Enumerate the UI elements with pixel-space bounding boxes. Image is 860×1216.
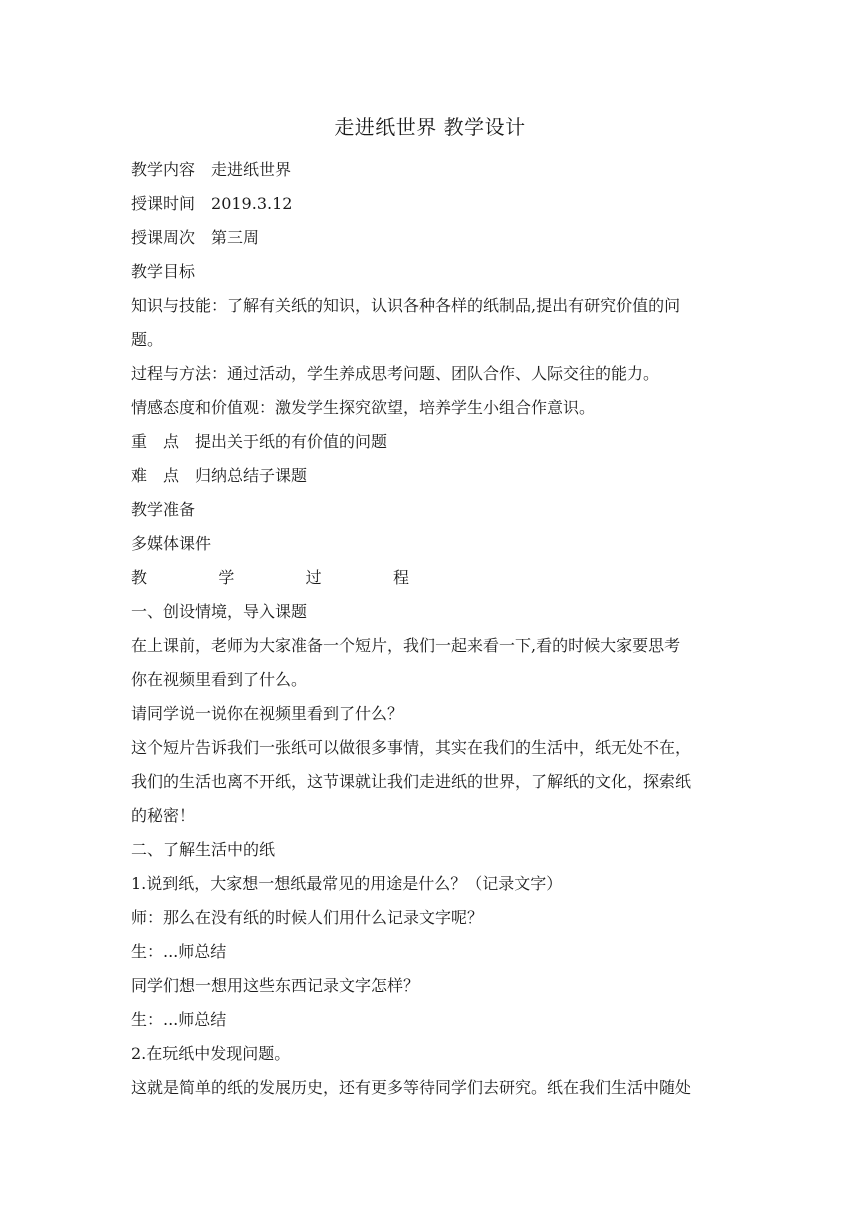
- process-char: 过: [305, 568, 322, 587]
- section1-heading: 一、创设情境，导入课题: [131, 602, 308, 621]
- section2-heading: 二、了解生活中的纸: [131, 840, 276, 859]
- key-point-row: [131, 425, 731, 459]
- prep-value: 多媒体课件: [131, 534, 212, 553]
- paragraph-line: 这就是简单的纸的发展历史，还有更多等待同学们去研究。纸在我们生活中随处: [131, 1078, 692, 1097]
- week-value: 第三周: [211, 228, 260, 247]
- paragraph-line: 这个短片告诉我们一张纸可以做很多事情，其实在我们的生活中，纸无处不在，: [131, 738, 692, 757]
- goal-process: 过程与方法：通过活动，学生养成思考问题、团队合作、人际交往的能力。: [131, 364, 660, 383]
- paragraph-line: 你在视频里看到了什么。: [131, 670, 308, 689]
- difficulty-label: 难 点: [131, 466, 180, 485]
- goal-emotion: 情感态度和价值观：激发学生探究欲望，培养学生小组合作意识。: [131, 398, 596, 417]
- time-value: 2019.3.12: [211, 194, 293, 213]
- key-point-label: 重 点: [131, 432, 180, 451]
- goal-knowledge-line-1: 知识与技能：了解有关纸的知识，认识各种各样的纸制品,提出有研究价值的问: [131, 296, 681, 315]
- paragraph-line: 2.在玩纸中发现问题。: [131, 1044, 291, 1063]
- content-row: [131, 153, 731, 187]
- paragraph-line: 1.说到纸，大家想一想纸最常见的用途是什么？（记录文字）: [131, 874, 563, 893]
- process-heading: [131, 561, 409, 595]
- paragraph-line: 在上课前，老师为大家准备一个短片，我们一起来看一下,看的时候大家要思考: [131, 636, 681, 655]
- difficulty-row: [131, 459, 731, 493]
- paragraph-line: 师：那么在没有纸的时候人们用什么记录文字呢？: [131, 908, 484, 927]
- process-char: 学: [218, 568, 235, 587]
- paragraph-line: 我们的生活也离不开纸，这节课就让我们走进纸的世界，了解纸的文化，探索纸: [131, 772, 692, 791]
- week-row: [131, 221, 731, 255]
- time-row: [131, 187, 731, 221]
- process-char: 教: [131, 568, 148, 587]
- prep-heading: 教学准备: [131, 500, 196, 519]
- document-title: 走进纸世界 教学设计: [334, 115, 526, 139]
- paragraph-line: 的秘密！: [131, 806, 196, 825]
- process-char: 程: [392, 568, 409, 587]
- content-value: 走进纸世界: [211, 160, 292, 179]
- paragraph-line: 请同学说一说你在视频里看到了什么？: [131, 704, 404, 723]
- goals-heading: 教学目标: [131, 262, 196, 281]
- difficulty-value: 归纳总结子课题: [195, 466, 308, 485]
- document-body: [131, 153, 731, 1105]
- time-label: 授课时间: [131, 194, 196, 213]
- goal-knowledge-line-2: 题。: [131, 330, 164, 349]
- week-label: 授课周次: [131, 228, 196, 247]
- content-label: 教学内容: [131, 160, 196, 179]
- key-point-value: 提出关于纸的有价值的问题: [195, 432, 388, 451]
- paragraph-line: 生：...师总结: [131, 942, 227, 961]
- paragraph-line: 同学们想一想用这些东西记录文字怎样？: [131, 976, 420, 995]
- paragraph-line: 生：...师总结: [131, 1010, 227, 1029]
